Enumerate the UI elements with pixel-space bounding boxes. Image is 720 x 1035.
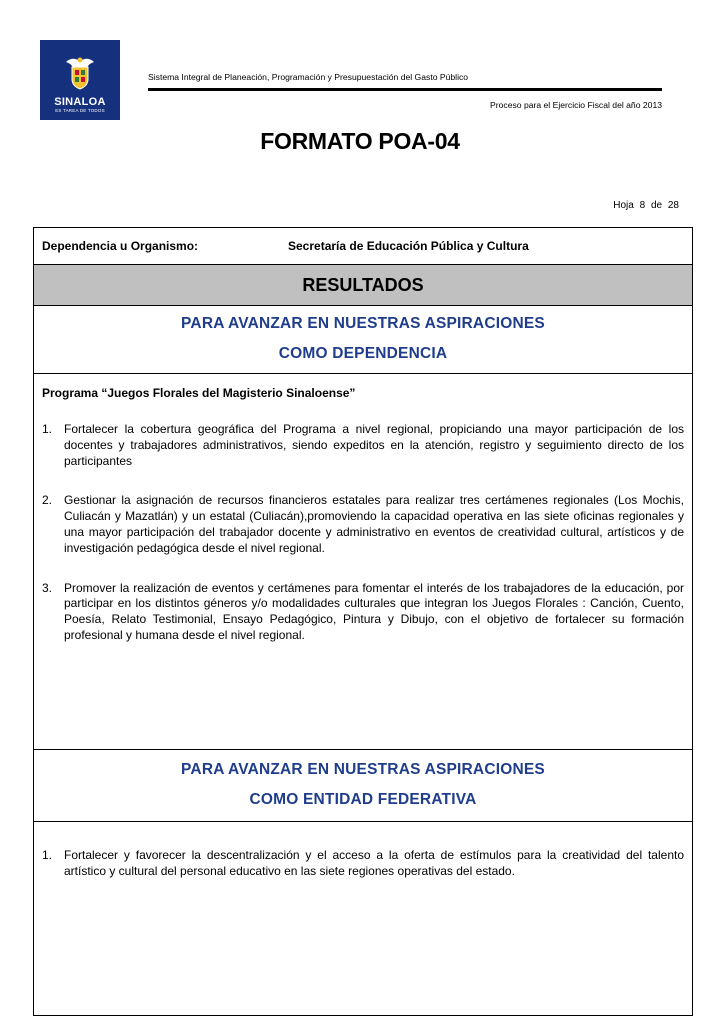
sheet-label: Hoja — [613, 200, 634, 211]
program-section — [34, 374, 692, 750]
logo-name: SINALOA — [54, 96, 106, 108]
sheet-current: 8 — [639, 200, 646, 211]
section-heading-line1: PARA AVANZAR EN NUESTRAS ASPIRACIONES — [181, 761, 545, 778]
program-title: Programa “Juegos Florales del Magisterio Sinaloense” — [42, 386, 356, 400]
federal-entity-section — [34, 822, 692, 1015]
list-item — [42, 493, 684, 556]
form-table — [33, 227, 693, 1016]
section-heading-line1: PARA AVANZAR EN NUESTRAS ASPIRACIONES — [181, 315, 545, 332]
list-item-text: Gestionar la asignación de recursos financieros estatales para realizar tres certámenes regionales (Los Mochis, Culiacán y Mazatlán) y un estatal (Culiacán),promoviendo la capacidad operativa en las siete oficinas regionales y una mayor participación del trabajador docente y administrativo en eventos de creatividad cultural, artísticos y de investigación pedagógica desde el nivel regional. — [64, 493, 684, 555]
form-title: FORMATO POA-04 — [260, 128, 460, 154]
sheet-of-label: de — [650, 200, 663, 211]
list-item-text: Fortalecer y favorecer la descentralización y el acceso a la oferta de estímulos para la creatividad del talento artístico y cultural del personal educativo en las siete regiones operativas del estado. — [64, 848, 684, 878]
list-item-number: 1. — [42, 422, 53, 436]
section-heading-line2: COMO ENTIDAD FEDERATIVA — [249, 791, 477, 808]
section-heading-federal-entity — [34, 750, 692, 822]
system-title: Sistema Integral de Planeación, Programación y Presupuestación del Gasto Público — [148, 72, 469, 82]
sheet-total: 28 — [667, 200, 679, 211]
sheet-counter — [613, 200, 679, 211]
fiscal-process-label: Proceso para el Ejercicio Fiscal del año 2013 — [490, 100, 662, 110]
list-item-text: Fortalecer la cobertura geográfica del Programa a nivel regional, propiciando una mayor participación de los docentes y trabajadores administrativos, siendo expeditos en la atención, registro y seguimiento directo de los participantes — [64, 422, 684, 468]
list-item-text: Promover la realización de eventos y certámenes para fomentar el interés de los trabajadores de la educación, por participar en los distintos géneros y/o modalidades culturales que integran los Juegos Florales : Canción, Cuento, Poesía, Relato Testimonial, Ensayo Pedagógico, Pintura y Dibujo, con el objetivo de fortalecer su formación profesional y humana desde el nivel regional. — [64, 580, 684, 642]
list-item — [42, 422, 684, 469]
list-item-number: 3. — [42, 580, 53, 595]
section-heading-dependency — [34, 306, 692, 374]
list-item — [42, 581, 684, 644]
list-item-number: 1. — [42, 848, 53, 862]
logo-tagline: ES TAREA DE TODOS — [55, 108, 105, 113]
dependency-label: Dependencia u Organismo: — [42, 239, 199, 253]
results-header: RESULTADOS — [34, 265, 692, 306]
dependency-value: Secretaría de Educación Pública y Cultura — [288, 239, 529, 253]
header-divider — [148, 88, 662, 91]
dependency-row — [34, 228, 692, 265]
list-item — [42, 848, 684, 880]
sinaloa-logo — [40, 40, 120, 120]
section-heading-line2: COMO DEPENDENCIA — [278, 345, 448, 362]
list-item-number: 2. — [42, 493, 53, 508]
coat-of-arms-icon — [60, 52, 100, 92]
